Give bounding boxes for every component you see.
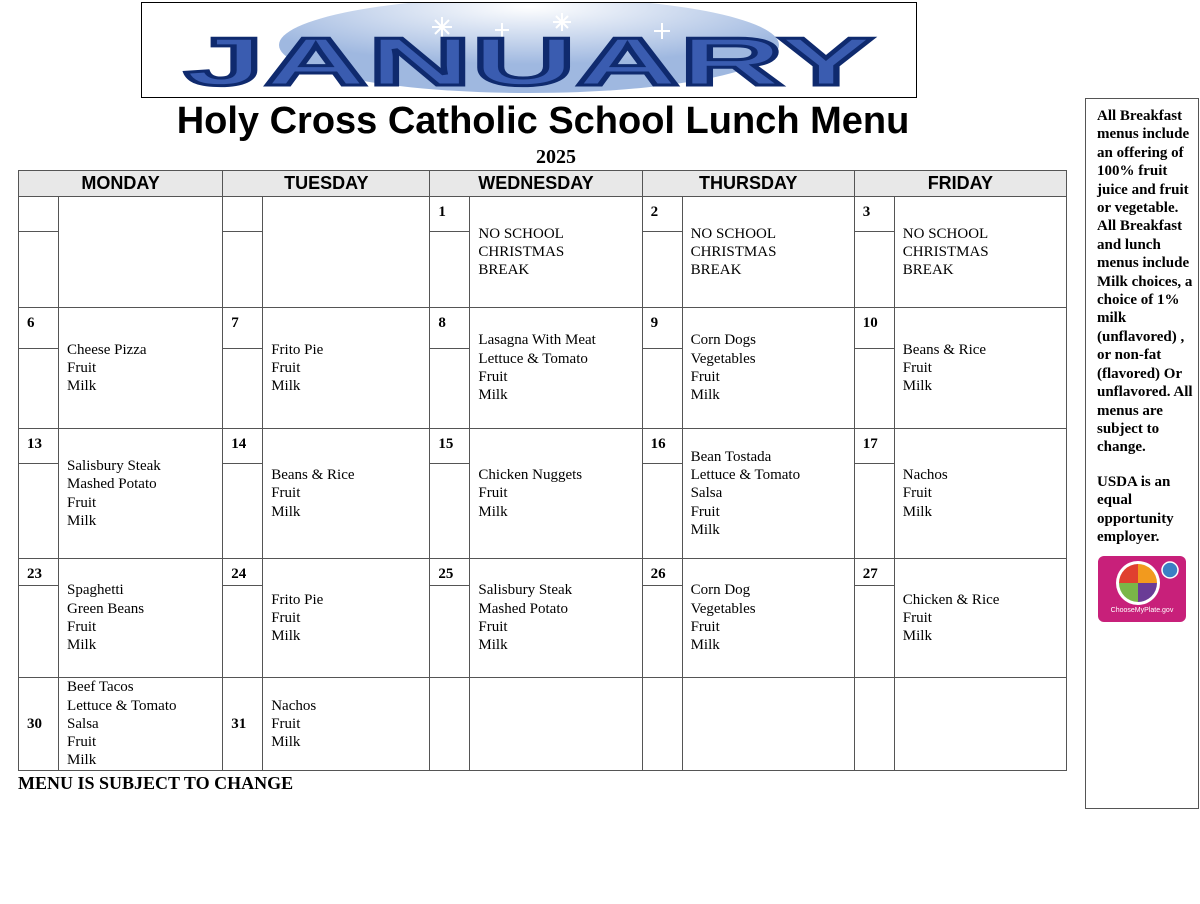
menu-item: Frito Pie xyxy=(271,591,324,608)
menu-item: Bean Tostada xyxy=(690,448,772,465)
menu-item: Milk xyxy=(478,387,508,404)
menu-cell xyxy=(59,197,223,308)
cell-divider xyxy=(19,463,58,464)
date-number: 31 xyxy=(231,715,247,732)
menu-item: Green Beans xyxy=(67,600,145,617)
date-cell xyxy=(223,678,263,771)
menu-cell xyxy=(263,308,430,429)
menu-item: Milk xyxy=(478,503,508,520)
menu-cell xyxy=(894,559,1066,678)
date-cell xyxy=(642,678,682,771)
cell-divider xyxy=(223,348,262,349)
date-cell xyxy=(854,559,894,678)
date-cell xyxy=(642,559,682,678)
menu-item: Fruit xyxy=(478,619,508,635)
menu-cell xyxy=(682,559,854,678)
menu-item: Corn Dog xyxy=(690,582,751,599)
cell-divider xyxy=(430,231,469,232)
menu-item: CHRISTMAS xyxy=(690,243,777,260)
menu-item: Lettuce & Tomato xyxy=(67,697,177,714)
menu-cell xyxy=(263,429,430,559)
menu-item: Milk xyxy=(67,637,97,654)
date-cell xyxy=(430,559,470,678)
menu-item: Milk xyxy=(902,503,932,520)
date-cell xyxy=(430,429,470,559)
menu-cell xyxy=(263,197,430,308)
date-cell xyxy=(854,429,894,559)
date-number: 30 xyxy=(27,715,42,732)
menu-item: Milk xyxy=(902,628,932,645)
menu-item: Salisbury Steak xyxy=(67,457,161,474)
date-number: 17 xyxy=(862,436,878,452)
menu-cell xyxy=(682,678,854,771)
day-header-thursday: THURSDAY xyxy=(642,171,854,197)
logo-caption: ChooseMyPlate.gov xyxy=(1110,606,1174,614)
menu-item: Beef Tacos xyxy=(67,679,134,696)
date-cell xyxy=(19,429,59,559)
menu-item: Milk xyxy=(271,734,301,751)
date-cell xyxy=(854,197,894,308)
cell-divider xyxy=(430,463,469,464)
menu-item: Milk xyxy=(67,378,97,395)
menu-cell xyxy=(894,197,1066,308)
date-number: 25 xyxy=(438,566,454,582)
date-number: 8 xyxy=(438,315,446,331)
date-number: 3 xyxy=(862,204,871,220)
menu-item: Lettuce & Tomato xyxy=(690,467,801,484)
date-number: 16 xyxy=(650,436,666,452)
menu-item: Corn Dogs xyxy=(690,332,757,349)
menu-item: Fruit xyxy=(271,359,301,376)
date-cell xyxy=(642,197,682,308)
date-number: 6 xyxy=(27,315,35,331)
date-cell xyxy=(223,308,263,429)
date-number: 24 xyxy=(231,566,247,582)
date-number: 2 xyxy=(650,204,659,220)
menu-item: Fruit xyxy=(690,619,720,635)
date-cell xyxy=(19,559,59,678)
day-header-friday: FRIDAY xyxy=(854,171,1066,197)
menu-item: NO SCHOOL xyxy=(478,225,564,242)
menu-item: Fruit xyxy=(271,715,301,732)
menu-item: Nachos xyxy=(902,467,948,484)
date-number: 14 xyxy=(231,436,247,452)
menu-cell xyxy=(59,308,223,429)
date-cell xyxy=(642,429,682,559)
cell-divider xyxy=(223,585,262,586)
menu-item: CHRISTMAS xyxy=(478,243,565,260)
nutrition-note: All Breakfast menus include an offering of 100% fruit juice and fruit or vegetable. All Breakfast and lunch menus include Milk choices, a choice of 1% milk (unflavored) , or non-fat (flavored) Or unflavored. All menus are subject to change. xyxy=(1097,108,1193,456)
week-row xyxy=(19,308,1067,429)
cell-divider xyxy=(855,348,894,349)
page-title: Holy Cross Catholic School Lunch Menu xyxy=(176,100,910,142)
menu-item: Fruit xyxy=(478,485,508,502)
menu-item: Beans & Rice xyxy=(271,467,355,484)
menu-cell xyxy=(470,559,642,678)
date-number: 26 xyxy=(650,566,666,582)
date-cell xyxy=(430,678,470,771)
date-number: 7 xyxy=(231,315,239,331)
menu-cell xyxy=(470,308,642,429)
menu-item: Fruit xyxy=(690,369,720,385)
menu-item: Fruit xyxy=(271,485,301,502)
date-number: 13 xyxy=(27,436,42,452)
menu-item: Cheese Pizza xyxy=(67,341,147,358)
date-cell xyxy=(430,308,470,429)
date-cell xyxy=(19,197,59,308)
date-cell xyxy=(642,308,682,429)
date-cell xyxy=(223,197,263,308)
cell-divider xyxy=(19,585,58,586)
menu-cell xyxy=(470,429,642,559)
day-header-tuesday: TUESDAY xyxy=(223,171,430,197)
menu-item: Mashed Potato xyxy=(67,476,157,493)
menu-item: BREAK xyxy=(478,262,530,279)
date-number: 10 xyxy=(862,315,878,331)
menu-item: Milk xyxy=(271,378,301,395)
menu-item: Salsa xyxy=(690,485,723,502)
menu-item: Milk xyxy=(271,628,301,645)
menu-cell xyxy=(682,429,854,559)
date-number: 23 xyxy=(27,566,42,582)
date-cell xyxy=(430,197,470,308)
menu-change-notice: MENU IS SUBJECT TO CHANGE xyxy=(18,773,294,793)
cell-divider xyxy=(430,348,469,349)
date-cell xyxy=(854,678,894,771)
date-cell xyxy=(854,308,894,429)
cell-divider xyxy=(643,231,682,232)
menu-item: Chicken Nuggets xyxy=(478,467,583,484)
menu-item: NO SCHOOL xyxy=(902,225,989,242)
menu-cell xyxy=(894,308,1066,429)
menu-cell xyxy=(894,429,1066,559)
menu-item: NO SCHOOL xyxy=(690,225,777,242)
menu-cell xyxy=(470,197,642,308)
week-row xyxy=(19,559,1067,678)
menu-item: Fruit xyxy=(478,369,508,385)
lunch-calendar xyxy=(18,170,1067,771)
cell-divider xyxy=(855,463,894,464)
menu-item: Fruit xyxy=(67,359,97,376)
menu-cell xyxy=(682,197,854,308)
menu-cell xyxy=(59,559,223,678)
cell-divider xyxy=(19,348,58,349)
day-header-wednesday: WEDNESDAY xyxy=(430,171,642,197)
menu-cell xyxy=(682,308,854,429)
menu-item: Chicken & Rice xyxy=(902,591,1000,608)
cell-divider xyxy=(643,585,682,586)
menu-item: BREAK xyxy=(690,262,742,279)
menu-item: Milk xyxy=(67,752,97,769)
menu-item: Lettuce & Tomato xyxy=(478,350,588,367)
menu-item: Fruit xyxy=(67,494,97,511)
menu-cell xyxy=(470,678,642,771)
menu-item: Spaghetti xyxy=(67,582,124,599)
menu-item: CHRISTMAS xyxy=(902,243,989,260)
week-row xyxy=(19,197,1067,308)
cell-divider xyxy=(223,231,262,232)
menu-item: Fruit xyxy=(902,359,932,376)
date-number: 1 xyxy=(438,204,446,220)
menu-cell xyxy=(59,429,223,559)
menu-item: Vegetables xyxy=(690,600,756,617)
cell-divider xyxy=(643,348,682,349)
menu-item: Milk xyxy=(67,512,97,529)
date-cell xyxy=(19,308,59,429)
menu-item: Fruit xyxy=(271,609,301,626)
menu-item: Vegetables xyxy=(690,350,756,367)
january-banner xyxy=(141,2,917,98)
menu-item: Milk xyxy=(690,521,720,538)
menu-item: Mashed Potato xyxy=(478,600,568,617)
date-cell xyxy=(223,559,263,678)
cell-divider xyxy=(855,585,894,586)
week-row xyxy=(19,429,1067,559)
menu-item: Milk xyxy=(690,637,720,654)
menu-cell xyxy=(263,678,430,771)
menu-item: Lasagna With Meat xyxy=(478,332,596,349)
menu-item: Fruit xyxy=(902,485,932,502)
menu-cell xyxy=(59,678,223,771)
date-cell xyxy=(19,678,59,771)
week-row xyxy=(19,678,1067,771)
menu-item: Salsa xyxy=(67,715,99,732)
menu-item: Fruit xyxy=(902,609,932,626)
menu-item: Fruit xyxy=(690,503,720,520)
date-number: 9 xyxy=(650,315,659,331)
date-number: 27 xyxy=(862,566,878,582)
cell-divider xyxy=(430,585,469,586)
menu-item: Milk xyxy=(690,387,720,404)
nutrition-sidebar xyxy=(1085,98,1199,809)
year-label: 2025 xyxy=(536,146,576,168)
date-number: 15 xyxy=(438,436,454,452)
menu-cell xyxy=(894,678,1066,771)
cell-divider xyxy=(855,231,894,232)
menu-item: Milk xyxy=(271,503,301,520)
menu-item: Milk xyxy=(478,637,508,654)
day-header-monday: MONDAY xyxy=(19,171,223,197)
choosemyplate-logo xyxy=(1098,556,1186,622)
banner-title: JANUARY xyxy=(184,24,875,97)
menu-item: Frito Pie xyxy=(271,341,324,358)
menu-item: Milk xyxy=(902,378,932,395)
menu-item: Salisbury Steak xyxy=(478,582,573,599)
menu-item: Fruit xyxy=(67,734,97,751)
menu-cell xyxy=(263,559,430,678)
cell-divider xyxy=(223,463,262,464)
menu-item: Nachos xyxy=(271,697,317,714)
menu-item: Beans & Rice xyxy=(902,341,987,358)
cell-divider xyxy=(19,231,58,232)
cell-divider xyxy=(643,463,682,464)
usda-statement: USDA is an equal opportunity employer. xyxy=(1097,473,1174,545)
menu-item: BREAK xyxy=(902,262,954,279)
date-cell xyxy=(223,429,263,559)
menu-item: Fruit xyxy=(67,619,97,635)
